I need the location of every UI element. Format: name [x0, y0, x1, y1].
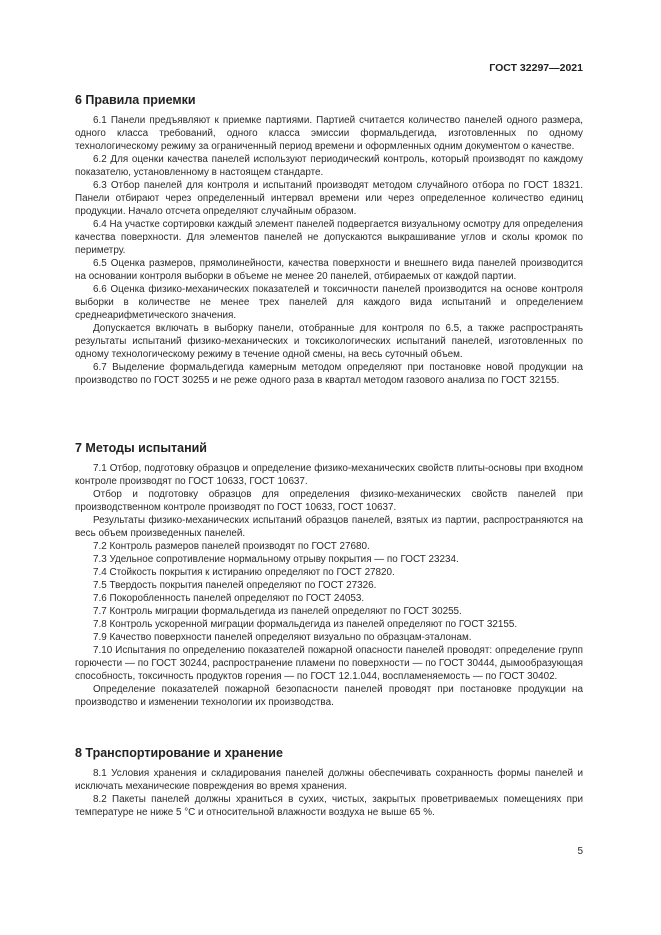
paragraph: Результаты физико-механических испытаний образцов панелей, взятых из партии, распространяются на весь объем произведенных панелей. [75, 515, 583, 539]
paragraph: 6.1 Панели предъявляют к приемке партиями. Партией считается количество панелей одного размера, одного класса требований, одного класса эмиссии формальдегида, изготовленных по одному технологическому режиму за ограниченный период времени и оформленных одним документом о качестве. [75, 115, 583, 152]
paragraph: 8.2 Пакеты панелей должны храниться в сухих, чистых, закрытых проветриваемых помещениях при температуре не ниже 5 °С и относительной влажности воздуха не выше 65 %. [75, 794, 583, 818]
section-heading: 8 Транспортирование и хранение [75, 746, 283, 760]
paragraph: 6.3 Отбор панелей для контроля и испытаний производят методом случайного отбора по ГОСТ 18321. Панели отбирают через определенный интервал времени или через определенное количество единиц продукции. Начало отсчета определяют случайным образом. [75, 180, 583, 217]
paragraph: Определение показателей пожарной безопасности панелей проводят при постановке продукции на производство и изменении технологии их производства. [75, 684, 583, 708]
paragraph: 7.1 Отбор, подготовку образцов и определение физико-механических свойств плиты-основы при входном контроле производят по ГОСТ 10633, ГОСТ 10637. [75, 463, 583, 487]
paragraph: 7.2 Контроль размеров панелей производят по ГОСТ 27680. [93, 541, 370, 552]
paragraph: 8.1 Условия хранения и складирования панелей должны обеспечивать сохранность формы панелей и исключать механические повреждения во время хранения. [75, 768, 583, 792]
paragraph: Допускается включать в выборку панели, отобранные для контроля по 6.5, а также распространять результаты испытаний физико-механических и токсикологических испытаний панелей, изготовленных по одному технологическому режиму в течение одной смены, на весь суточный объем. [75, 323, 583, 360]
paragraph: 7.4 Стойкость покрытия к истиранию определяют по ГОСТ 27820. [93, 567, 395, 578]
paragraph: 7.3 Удельное сопротивление нормальному отрыву покрытия — по ГОСТ 23234. [93, 554, 459, 565]
document-header: ГОСТ 32297—2021 [489, 62, 583, 74]
paragraph: 6.7 Выделение формальдегида камерным методом определяют при постановке новой продукции на производство по ГОСТ 30255 и не реже одного раза в квартал методом газового анализа по ГОСТ 32155. [75, 362, 583, 386]
paragraph: 6.4 На участке сортировки каждый элемент панелей подвергается визуальному осмотру для определения качества поверхности. Для элементов панелей не допускаются выкрашивание углов и сколы кромок по периметру. [75, 219, 583, 256]
section-7 [75, 440, 583, 709]
section-heading: 6 Правила приемки [75, 93, 196, 107]
paragraph: 6.2 Для оценки качества панелей используют периодический контроль, который производят по каждому показателю, установленному в настоящем стандарте. [75, 154, 583, 178]
paragraph: 6.6 Оценка физико-механических показателей и токсичности панелей производится на основе контроля выборки в количестве не менее трех панелей для каждого вида испытаний и определением среднеарифметического значения. [75, 284, 583, 321]
paragraph: Отбор и подготовку образцов для определения физико-механических свойств панелей при производственном контроле производят по ГОСТ 10633, ГОСТ 10637. [75, 489, 583, 513]
paragraph: 7.9 Качество поверхности панелей определяют визуально по образцам-эталонам. [93, 632, 472, 643]
paragraph: 7.8 Контроль ускоренной миграции формальдегида из панелей определяют по ГОСТ 32155. [93, 619, 518, 630]
paragraph: 6.5 Оценка размеров, прямолинейности, качества поверхности и внешнего вида панелей производится на основании контроля выборки в объеме не менее 20 панелей, отбираемых от каждой партии. [75, 258, 583, 282]
paragraph: 7.6 Покоробленность панелей определяют по ГОСТ 24053. [93, 593, 365, 604]
paragraph: 7.10 Испытания по определению показателей пожарной опасности панелей проводят: определение групп горючести — по ГОСТ 30244, распространение пламени по поверхности — по ГОСТ 30444, дымообразующая способность, токсичность продуктов горения — по ГОСТ 12.1.044, воспламеняемость — по ГОСТ 30402. [75, 645, 583, 682]
paragraph: 7.5 Твердость покрытия панелей определяют по ГОСТ 27326. [93, 580, 377, 591]
section-6 [75, 92, 583, 387]
paragraph: 7.7 Контроль миграции формальдегида из панелей определяют по ГОСТ 30255. [93, 606, 462, 617]
section-8 [75, 745, 583, 819]
section-heading: 7 Методы испытаний [75, 441, 207, 455]
page-number: 5 [577, 846, 583, 857]
